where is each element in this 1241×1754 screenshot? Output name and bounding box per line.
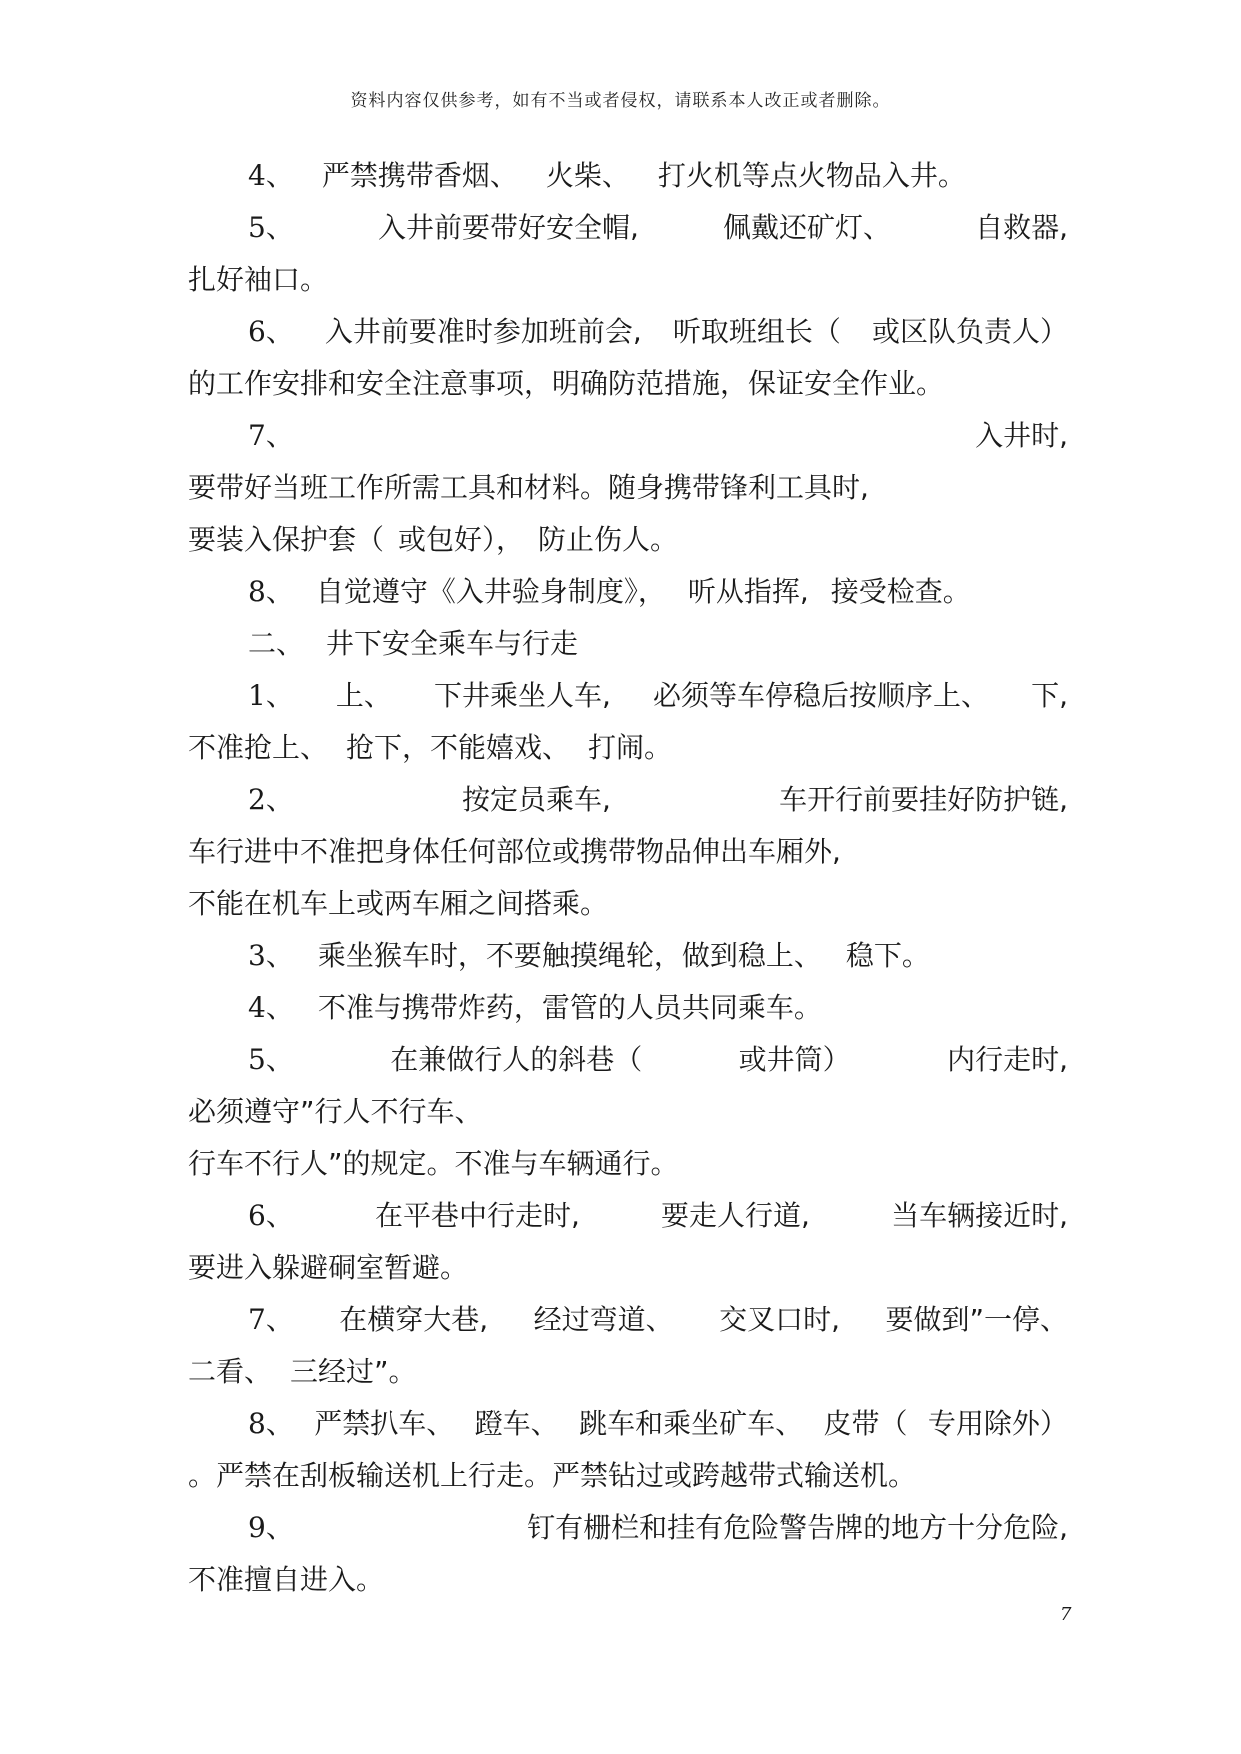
text-line: 行车不行人”的规定。不准与车辆通行。 — [188, 1147, 679, 1180]
text-line: 1、 上、 下井乘坐人车, 必须等车停稳后按顺序上、 下, — [248, 679, 1068, 712]
disclaimer-header: 资料内容仅供参考，如有不当或者侵权，请联系本人改正或者删除。 — [350, 91, 891, 111]
text-line: 。严禁在刮板输送机上行走。严禁钻过或跨越带式输送机。 — [188, 1459, 917, 1492]
text-line: 必须遵守”行人不行车、 — [188, 1095, 483, 1128]
page-number: 7 — [1060, 1604, 1072, 1625]
section-heading: 二、 井下安全乘车与行走 — [248, 627, 579, 660]
document-body — [188, 150, 1068, 1606]
text-line: 5、 入井前要带好安全帽, 佩戴还矿灯、 自救器, — [248, 211, 1068, 244]
text-line: 要装入保护套（ 或包好）， 防止伤人。 — [188, 523, 679, 556]
text-line: 2、 按定员乘车, 车开行前要挂好防护链, — [248, 783, 1068, 816]
text-line: 8、 自觉遵守《入井验身制度》， 听从指挥, 接受检查。 — [248, 575, 971, 608]
text-line: 5、 在兼做行人的斜巷（ 或井筒） 内行走时, — [248, 1043, 1068, 1076]
text-line: 7、 入井时, — [248, 419, 1068, 452]
text-line: 的工作安排和安全注意事项，明确防范措施，保证安全作业。 — [188, 367, 945, 400]
text-line: 7、 在横穿大巷, 经过弯道、 交叉口时, 要做到”一停、 — [248, 1303, 1068, 1336]
text-line: 要进入躲避硐室暂避。 — [188, 1251, 469, 1284]
text-line: 9、 钉有栅栏和挂有危险警告牌的地方十分危险, — [248, 1511, 1068, 1544]
text-line: 不准擅自进入。 — [188, 1563, 385, 1596]
text-line: 6、 在平巷中行走时, 要走人行道, 当车辆接近时, — [248, 1199, 1068, 1232]
text-line: 4、 严禁携带香烟、 火柴、 打火机等点火物品入井。 — [248, 159, 966, 192]
text-line: 4、 不准与携带炸药，雷管的人员共同乘车。 — [248, 991, 822, 1024]
text-line: 不能在机车上或两车厢之间搭乘。 — [188, 887, 609, 920]
text-line: 不准抢上、 抢下，不能嬉戏、 打闹。 — [188, 731, 673, 764]
text-line: 3、 乘坐猴车时，不要触摸绳轮，做到稳上、 稳下。 — [248, 939, 930, 972]
text-line: 二看、 三经过”。 — [188, 1355, 417, 1388]
text-line: 要带好当班工作所需工具和材料。随身携带锋利工具时, — [188, 471, 869, 504]
text-line: 8、 严禁扒车、 蹬车、 跳车和乘坐矿车、 皮带（ 专用除外） — [248, 1407, 1068, 1440]
text-line: 车行进中不准把身体任何部位或携带物品伸出车厢外, — [188, 835, 841, 868]
text-line: 扎好袖口。 — [188, 263, 329, 296]
text-line: 6、 入井前要准时参加班前会, 听取班组长（ 或区队负责人） — [248, 315, 1068, 348]
